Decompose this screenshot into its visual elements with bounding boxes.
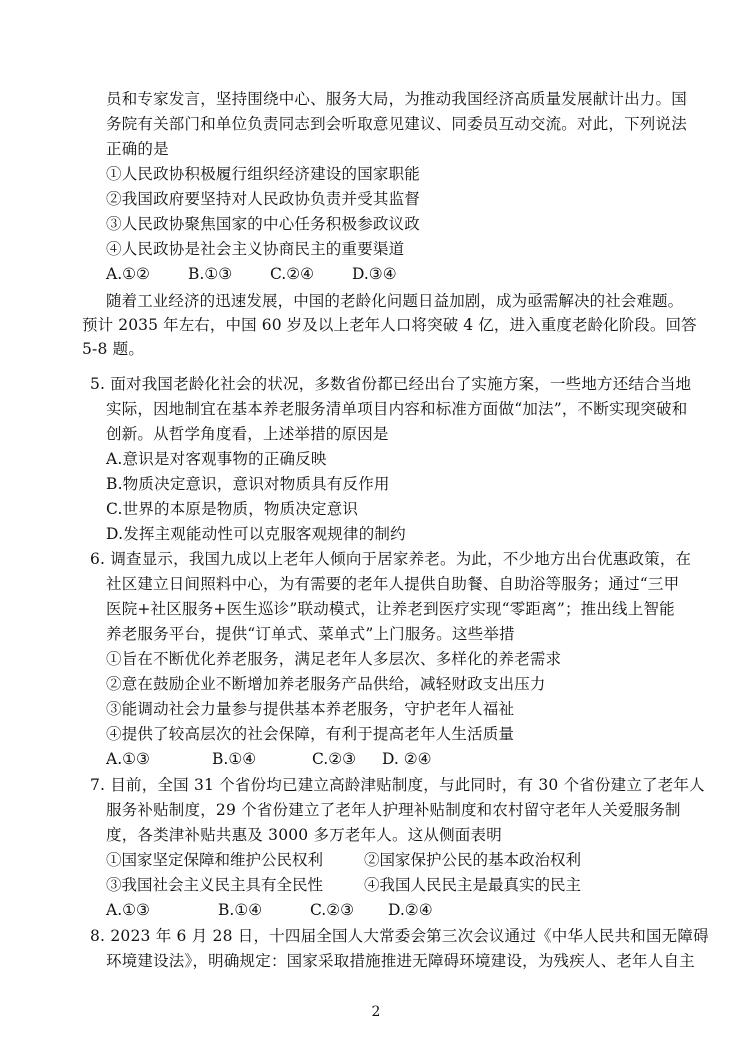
q5-line-2: 实际，因地制宜在基本养老服务清单项目内容和标准方面做“加法”，不断实现突破和: [106, 400, 688, 418]
q7-items-row-1: [106, 850, 581, 870]
q7-option-c: C.②③: [310, 901, 355, 919]
q6-item-4: ④提供了较高层次的社会保障，有利于提高老年人生活质量: [106, 725, 515, 743]
intro-line-3: 正确的是: [106, 140, 169, 158]
q7-option-b: B.①④: [218, 901, 263, 919]
q4-option-c: C.②④: [270, 265, 315, 283]
q4-option-b: B.①③: [188, 265, 233, 283]
q8-line-2: 环境建设法》，明确规定：国家采取措施推进无障碍环境建设，为残疾人、老年人自主: [106, 952, 695, 970]
passage-line-2: 预计 2035 年左右，中国 60 岁及以上老年人口将突破 4 亿，进入重度老龄化阶段。回答: [82, 316, 697, 334]
q7-item-2: ②国家保护公民的基本政治权利: [364, 851, 582, 869]
q4-options: [106, 264, 397, 284]
q7-line-2: 服务补贴制度，29 个省份建立了老年人护理补贴制度和农村留守老年人关爱服务制: [106, 801, 681, 819]
q7-item-1: ①国家坚定保障和维护公民权利: [106, 851, 324, 869]
q7-item-3: ③我国社会主义民主具有全民性: [106, 876, 324, 894]
q6-option-c: C.②③: [312, 750, 357, 768]
q4-item-4: ④人民政协是社会主义协商民主的重要渠道: [106, 240, 405, 258]
q6-line-2: 社区建立日间照料中心，为有需要的老年人提供自助餐、自助浴等服务；通过“三甲: [106, 575, 680, 593]
q7-option-a: A.①③: [106, 901, 150, 919]
q6-option-d: D. ②④: [382, 750, 432, 768]
q7-line-3: 度，各类津补贴共惠及 3000 多万老年人。这从侧面表明: [106, 826, 502, 844]
q4-item-3: ③人民政协聚焦国家的中心任务积极参政议政: [106, 215, 421, 233]
page-number: 2: [371, 1004, 381, 1020]
q4-item-1: ①人民政协积极履行组织经济建设的国家职能: [106, 165, 421, 183]
q5-line-1: 5. 面对我国老龄化社会的状况，多数省份都已经出台了实施方案，一些地方还结合当地: [90, 375, 692, 393]
q6-line-1: 6. 调查显示，我国九成以上老年人倾向于居家养老。为此，不少地方出台优惠政策，在: [90, 550, 692, 568]
q6-item-1: ①旨在不断优化养老服务，满足老年人多层次、多样化的养老需求: [106, 650, 562, 668]
intro-line-2: 务院有关部门和单位负责同志到会听取意见建议、同委员互动交流。对此，下列说法: [106, 115, 687, 133]
q6-option-a: A.①③: [106, 750, 150, 768]
q7-line-1: 7. 目前，全国 31 个省份均已建立高龄津贴制度，与此同时，有 30 个省份建立了老年人: [90, 776, 705, 794]
q7-options: [106, 900, 433, 920]
q4-option-a: A.①②: [106, 265, 150, 283]
q4-option-d: D.③④: [352, 265, 397, 283]
passage-line-3: 5-8 题。: [82, 340, 145, 358]
q6-item-2: ②意在鼓励企业不断增加养老服务产品供给，减轻财政支出压力: [106, 675, 546, 693]
q6-option-b: B.①④: [212, 750, 257, 768]
q5-option-a: A.意识是对客观事物的正确反映: [106, 450, 327, 468]
q5-option-c: C.世界的本原是物质，物质决定意识: [106, 500, 359, 518]
passage-line-1: 随着工业经济的迅速发展，中国的老龄化问题日益加剧，成为亟需解决的社会难题。: [106, 292, 684, 310]
q7-item-4: ④我国人民民主是最真实的民主: [364, 876, 582, 894]
q6-item-3: ③能调动社会力量参与提供基本养老服务，守护老年人福祉: [106, 700, 515, 718]
q6-options: [106, 749, 432, 769]
q5-option-b: B.物质决定意识，意识对物质具有反作用: [106, 475, 390, 493]
intro-line-1: 员和专家发言，坚持围绕中心、服务大局，为推动我国经济高质量发展献计出力。国: [106, 90, 687, 108]
q6-line-4: 养老服务平台，提供“订单式、菜单式”上门服务。这些举措: [106, 625, 515, 643]
q7-option-d: D.②④: [388, 901, 433, 919]
q4-item-2: ②我国政府要坚持对人民政协负责并受其监督: [106, 190, 421, 208]
q5-line-3: 创新。从哲学角度看，上述举措的原因是: [106, 425, 389, 443]
q5-option-d: D.发挥主观能动性可以克服客观规律的制约: [106, 525, 406, 543]
q7-items-row-2: [106, 875, 581, 895]
q8-line-1: 8. 2023 年 6 月 28 日，十四届全国人大常委会第三次会议通过《中华人民共和国无障碍: [90, 927, 709, 945]
q6-line-3: 医院+社区服务+医生巡诊”联动模式，让养老到医疗实现“零距离”；推出线上智能: [106, 600, 675, 618]
